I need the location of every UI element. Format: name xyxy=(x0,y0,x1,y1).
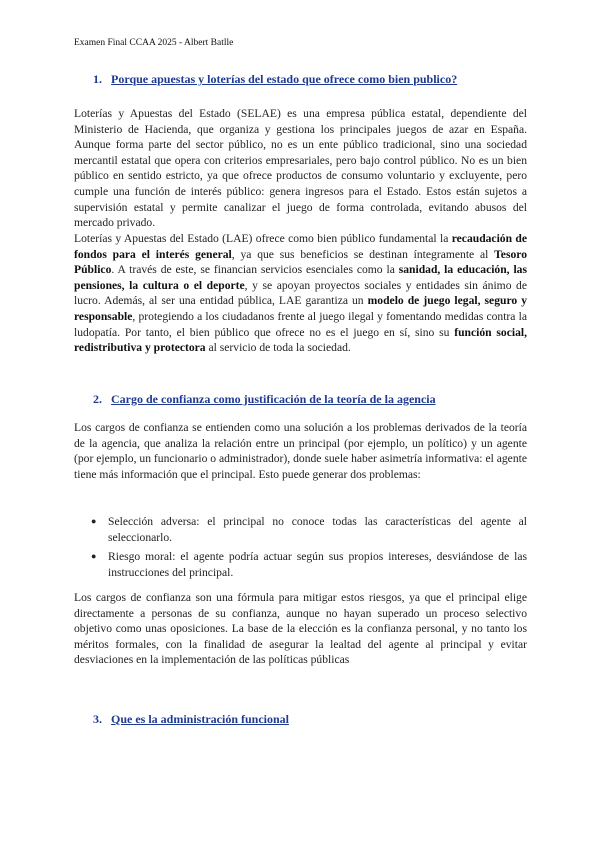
section-2-bullet-list xyxy=(74,514,527,584)
bullet-icon: ● xyxy=(91,516,97,526)
p2-text-1: Loterías y Apuestas del Estado (LAE) ofrece como bien público fundamental la xyxy=(74,232,452,245)
section-2-number: 2. xyxy=(93,392,102,406)
p2-bold-5: función social, redistributiva y protectora xyxy=(74,325,527,355)
list-item xyxy=(74,514,527,545)
section-2-paragraph-2: Los cargos de confianza son una fórmula para mitigar estos riesgos, ya que el principal elige directamente a personas de su confianza, aunque no hayan superado un proceso selectivo objetivo como unas oposiciones. La base de la elección es la confianza personal, y no tanto los méritos formales, con la finalidad de asegurar la lealtad del agente al principal y evitar desviaciones en la implementación de las políticas públicas xyxy=(74,591,527,667)
bullet-text-1: Selección adversa: el principal no conoce todas las características del agente al seleccionarlo. xyxy=(108,515,527,544)
document-header: Examen Final CCAA 2025 - Albert Batlle xyxy=(74,38,234,48)
p2-text-6: al servicio de toda la sociedad. xyxy=(205,341,351,355)
section-1-paragraph-1: Loterías y Apuestas del Estado (SELAE) es una empresa pública estatal, dependiente del Ministerio de Hacienda, que organiza y gestiona los principales juegos de azar en España. Aunque forma parte del sector público, no es un ente público tradicional, sino una sociedad mercantil estatal que opera con criterios empresariales, pero bajo control público. No es un bien público en sentido estricto, ya que ofrece productos de consumo voluntario y excluyente, pero cumple una función de interés público: genera ingresos para el Estado. Estos están sujetos a supervisión estatal y permite canalizar el juego de forma controlada, evitando abusos del mercado privado. xyxy=(74,107,527,230)
section-3-heading xyxy=(93,712,289,727)
p2-text-3: . A través de este, se financian servicios esenciales como la xyxy=(111,263,399,277)
section-3-number: 3. xyxy=(93,712,102,726)
p2-bold-4: modelo de juego legal, seguro y responsable xyxy=(74,294,527,323)
p2-bold-2: Tesoro Público xyxy=(74,247,527,277)
p2-bold-1: recaudación de fondos para el interés general xyxy=(74,232,528,261)
section-1-heading xyxy=(93,72,457,87)
section-2-heading xyxy=(93,392,436,407)
bullet-text-2: Riesgo moral: el agente podría actuar según sus propios intereses, desviándose de las instrucciones del principal. xyxy=(108,550,527,579)
section-3-title-link[interactable]: Que es la administración funcional xyxy=(111,712,290,726)
section-2-title-link[interactable]: Cargo de confianza como justificación de la teoría de la agencia xyxy=(111,392,436,406)
p2-bold-3: sanidad, la educación, las pensiones, la cultura o el deporte xyxy=(74,263,527,292)
section-1-number: 1. xyxy=(93,72,102,86)
p2-text-2: , ya que sus beneficios se destinan íntegramente al xyxy=(231,247,495,261)
section-1-title-link[interactable]: Porque apuestas y loterías del estado que ofrece como bien publico? xyxy=(111,72,458,86)
list-item xyxy=(74,549,527,580)
p2-text-4: , y se apoyan proyectos sociales y entidades sin ánimo de lucro. Además, al ser una entidad pública, LAE garantiza un xyxy=(74,278,528,308)
bullet-icon: ● xyxy=(91,551,97,562)
p2-text-5: , protegiendo a los ciudadanos frente al juego ilegal y fomentando medidas contra la ludopatía. Por tanto, el bien público que ofrece no es el juego en sí, sino su xyxy=(74,309,527,339)
section-2-paragraph-1: Los cargos de confianza se entienden como una solución a los problemas derivados de la teoría de la agencia, que analiza la relación entre un principal (por ejemplo, un político) y un agente (por ejemplo, un funcionario o administrador), donde suele haber asimetría informativa: el agente tiene más información que el principal. Esto puede generar dos problemas: xyxy=(74,421,527,481)
section-1-paragraph-2 xyxy=(74,231,527,356)
